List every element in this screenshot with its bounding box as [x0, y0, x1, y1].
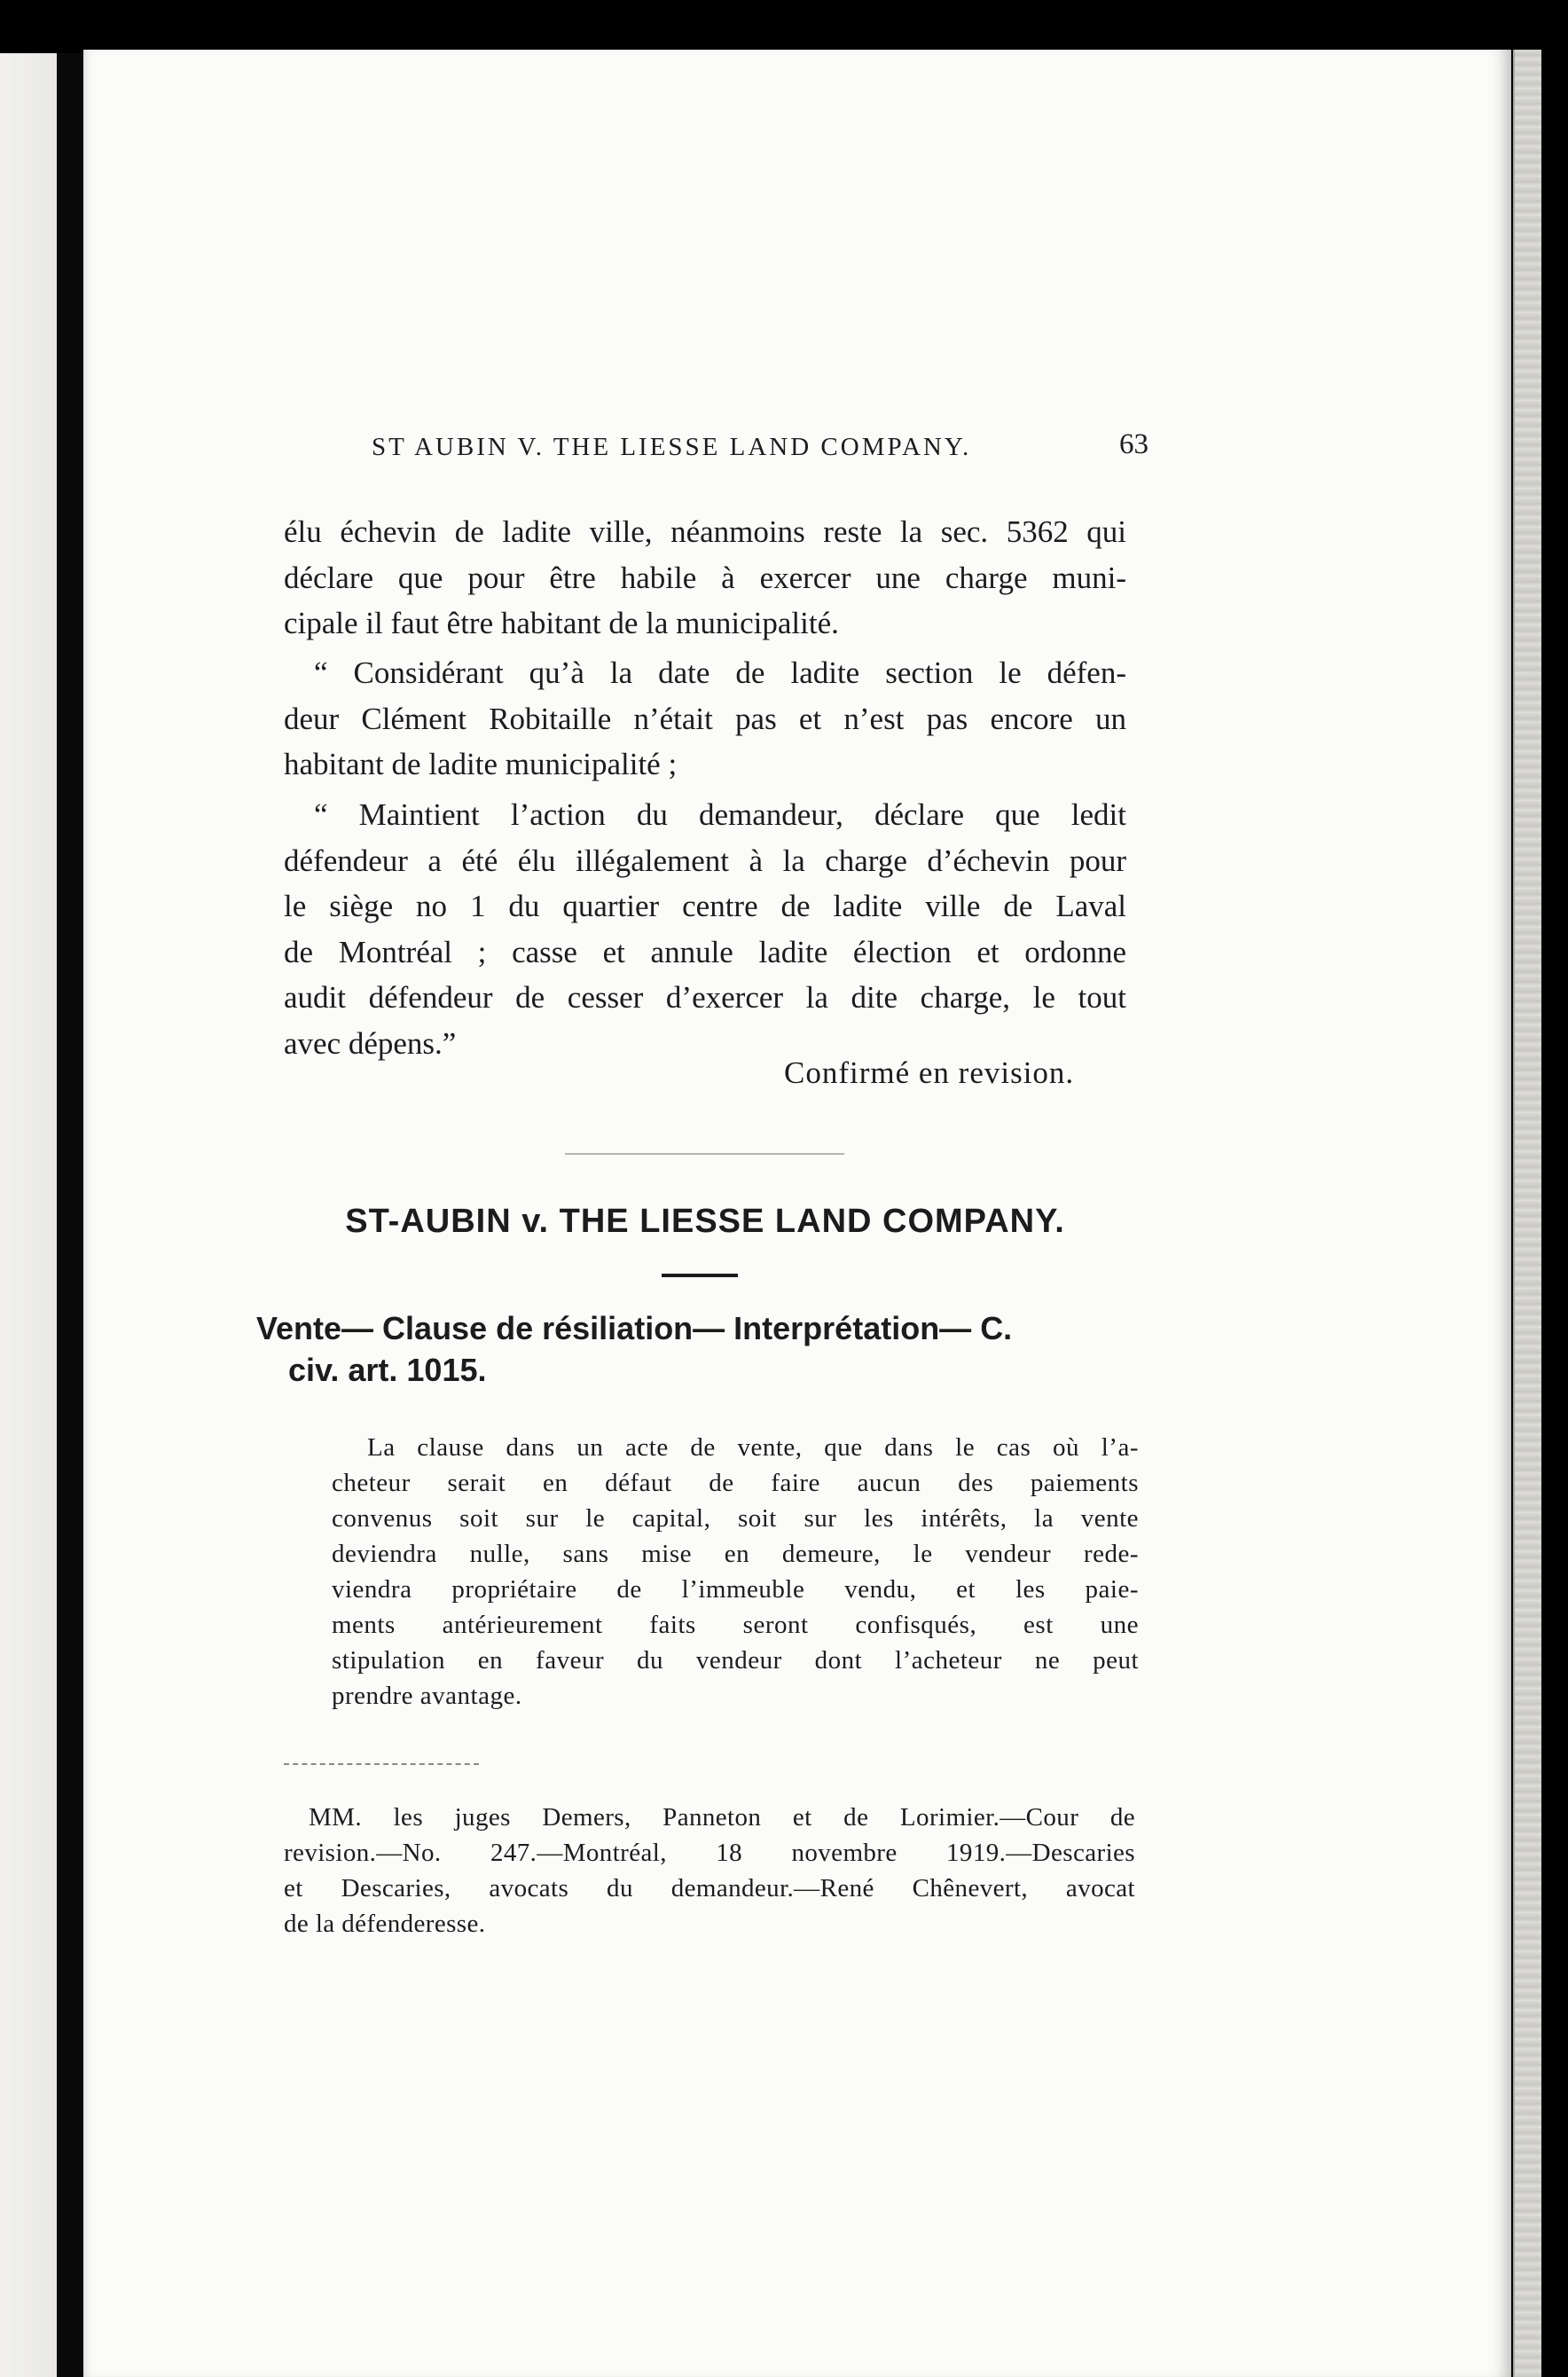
keywords-line: civ. art. 1015.: [288, 1352, 487, 1388]
text-line: le siège no 1 du quartier centre de ladite ville de Laval: [284, 889, 1126, 923]
judgment-confirmation: Confirmé en revision.: [784, 1055, 1075, 1090]
case-citation-footnote: [284, 1800, 1135, 1942]
case-title: ST-AUBIN v. THE LIESSE LAND COMPANY.: [345, 1203, 1065, 1240]
footnote-line: et Descaries, avocats du demandeur.—René Chênevert, avocat: [284, 1874, 1135, 1902]
summary-line: deviendra nulle, sans mise en demeure, le vendeur rede-: [332, 1540, 1139, 1568]
text-line: défendeur a été élu illégalement à la charge d’échevin pour: [284, 843, 1126, 878]
summary-line: ments antérieurement faits seront confisqués, est une: [332, 1611, 1139, 1639]
headnote-keywords: [256, 1307, 1143, 1391]
footnote-rule: [284, 1763, 479, 1765]
summary-line: cheteur serait en défaut de faire aucun des paiements: [332, 1469, 1139, 1497]
paragraph-considerant: [284, 650, 1126, 788]
summary-line: convenus soit sur le capital, soit sur les intérêts, la vente: [332, 1504, 1139, 1533]
page-stack-edge: [1513, 50, 1541, 2377]
text-line: deur Clément Robitaille n’était pas et n’est pas encore un: [284, 701, 1126, 736]
paragraph-continuation: [284, 509, 1126, 647]
section-divider: [565, 1153, 844, 1155]
summary-line: stipulation en faveur du vendeur dont l’acheteur ne peut: [332, 1646, 1139, 1675]
text-line: élu échevin de ladite ville, néanmoins reste la sec. 5362 qui: [284, 514, 1126, 549]
book-page: [83, 50, 1511, 2377]
footnote-line: de la défenderesse.: [284, 1910, 486, 1938]
title-underline-rule: [662, 1274, 738, 1277]
text-line: audit défendeur de cesser d’exercer la dite charge, le tout: [284, 980, 1126, 1015]
footnote-line: revision.—No. 247.—Montréal, 18 novembre 1919.—Descaries: [284, 1839, 1135, 1867]
running-head: ST AUBIN V. THE LIESSE LAND COMPANY.: [372, 433, 972, 461]
text-line: avec dépens.”: [284, 1025, 457, 1061]
previous-page-edge: [0, 53, 57, 2377]
keywords-line: Vente— Clause de résiliation— Interprétation— C.: [256, 1310, 1013, 1346]
headnote-summary: [332, 1430, 1139, 1714]
paragraph-maintient: [284, 792, 1126, 1066]
summary-line: viendra propriétaire de l’immeuble vendu, et les paie-: [332, 1575, 1139, 1604]
text-line: habitant de ladite municipalité ;: [284, 747, 678, 781]
text-line: de Montréal ; casse et annule ladite élection et ordonne: [284, 934, 1126, 969]
text-line: “ Maintient l’action du demandeur, déclare que ledit: [314, 797, 1126, 832]
text-line: “ Considérant qu’à la date de ladite section le défen-: [314, 655, 1126, 690]
text-line: cipale il faut être habitant de la municipalité.: [284, 606, 839, 640]
summary-line: La clause dans un acte de vente, que dans le cas où l’a-: [367, 1433, 1139, 1462]
summary-line: prendre avantage.: [332, 1682, 522, 1710]
book-gutter: [57, 53, 83, 2377]
footnote-line: MM. les juges Demers, Panneton et de Lorimier.—Cour de: [309, 1803, 1135, 1832]
page-number: 63: [1119, 428, 1149, 460]
text-line: déclare que pour être habile à exercer une charge muni-: [284, 560, 1126, 595]
